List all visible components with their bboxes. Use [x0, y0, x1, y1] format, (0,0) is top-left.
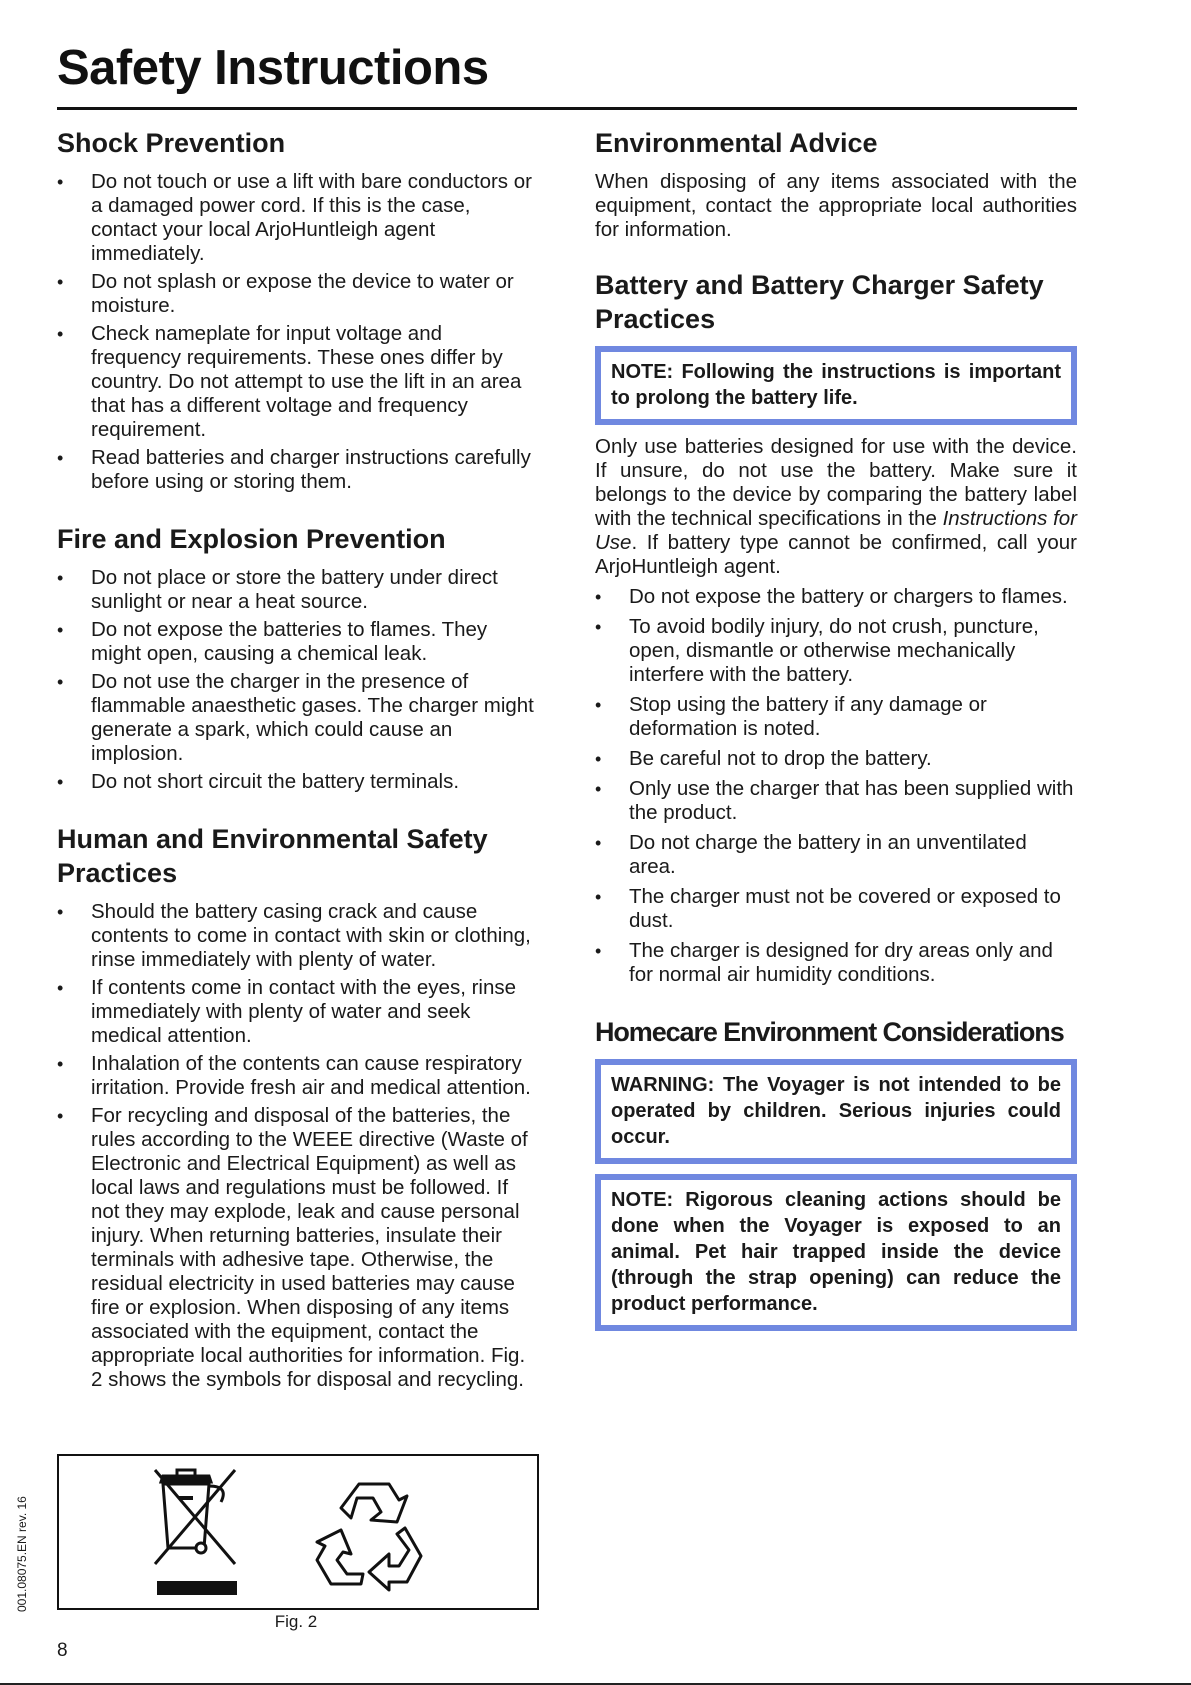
list-item: • Should the battery casing crack and cause contents to come in contact with skin or clothing, rinse immediately with plenty of water.: [57, 900, 535, 972]
environmental-advice-text: When disposing of any items associated with the equipment, contact the appropriate local authorities for information.: [595, 170, 1077, 241]
document-code: 001.08075.EN rev. 16: [15, 1496, 29, 1612]
list-item: • Read batteries and charger instructions carefully before using or storing them.: [57, 446, 535, 494]
battery-intro-part: Only use batteries designed for use with the device. If unsure, do not use the battery. Make sure it belongs to the device by comparing the battery label with the technical specifications in the: [595, 435, 1077, 530]
battery-safety-list: [595, 585, 1077, 987]
human-safety-section: [57, 822, 535, 1392]
environmental-advice-heading: Environmental Advice: [595, 128, 878, 158]
battery-note-box: NOTE: Following the instructions is important to prolong the battery life.: [595, 346, 1077, 425]
list-item: • The charger must not be covered or exposed to dust.: [595, 885, 1077, 933]
list-item: • Do not short circuit the battery terminals.: [57, 770, 535, 794]
list-item: • Do not place or store the battery under direct sunlight or near a heat source.: [57, 566, 535, 614]
human-safety-heading: Human and Environmental Safety Practices: [57, 824, 488, 888]
shock-prevention-section: [57, 126, 535, 494]
page-number: 8: [57, 1640, 68, 1661]
list-item: • Do not use the charger in the presence of flammable anaesthetic gases. The charger might generate a spark, which could cause an implosion.: [57, 670, 535, 766]
list-item: • Be careful not to drop the battery.: [595, 747, 1077, 771]
list-item: • Stop using the battery if any damage or deformation is noted.: [595, 693, 1077, 741]
list-item: • If contents come in contact with the eyes, rinse immediately with plenty of water and seek medical attention.: [57, 976, 535, 1048]
shock-prevention-list: [57, 170, 535, 494]
list-item: • The charger is designed for dry areas only and for normal air humidity conditions.: [595, 939, 1077, 987]
left-column: [57, 126, 535, 1420]
homecare-warning-box: WARNING: The Voyager is not intended to be operated by children. Serious injuries could occur.: [595, 1059, 1077, 1164]
homecare-section: [595, 1015, 1077, 1331]
figure-graphic: [59, 1456, 537, 1608]
list-item: • To avoid bodily injury, do not crush, puncture, open, dismantle or otherwise mechanically interfere with the battery.: [595, 615, 1077, 687]
crossed-out-wheelie-bin-icon: [155, 1470, 235, 1564]
disposal-symbols-figure: [57, 1454, 539, 1610]
recycling-icon: [317, 1484, 421, 1590]
environmental-advice-section: [595, 126, 1077, 242]
list-item: • Do not touch or use a lift with bare conductors or a damaged power cord. If this is the case, contact your local ArjoHuntleigh agent immediately.: [57, 170, 535, 266]
fire-prevention-list: [57, 566, 535, 794]
list-item: • Inhalation of the contents can cause respiratory irritation. Provide fresh air and medical attention.: [57, 1052, 535, 1100]
page-title: Safety Instructions: [57, 41, 489, 95]
homecare-note-box: NOTE: Rigorous cleaning actions should be done when the Voyager is exposed to an animal. Pet hair trapped inside the device (through the strap opening) can reduce the product performance.: [595, 1174, 1077, 1331]
human-safety-list: [57, 900, 535, 1392]
battery-intro-part: . If battery type cannot be confirmed, call your ArjoHuntleigh agent.: [595, 531, 1077, 578]
battery-intro-text: [595, 435, 1077, 579]
battery-safety-heading: Battery and Battery Charger Safety Practices: [595, 270, 1044, 334]
list-item: • Do not expose the batteries to flames. They might open, causing a chemical leak.: [57, 618, 535, 666]
fire-prevention-section: [57, 522, 535, 794]
list-item: • Only use the charger that has been supplied with the product.: [595, 777, 1077, 825]
list-item: • Do not expose the battery or chargers to flames.: [595, 585, 1077, 609]
list-item: • For recycling and disposal of the batteries, the rules according to the WEEE directive (Waste of Electronic and Electrical Equipment) as well as local laws and regulations must be followed. If not they may explode, leak and cause personal injury. When returning batteries, insulate their terminals with adhesive tape. Otherwise, the residual electricity in used batteries may cause fire or explosion. When disposing of any items associated with the equipment, contact the appropriate local authorities for information. Fig. 2 shows the symbols for disposal and recycling.: [57, 1104, 535, 1392]
list-item: • Do not charge the battery in an unventilated area.: [595, 831, 1077, 879]
battery-safety-section: [595, 268, 1077, 987]
list-item: • Do not splash or expose the device to water or moisture.: [57, 270, 535, 318]
shock-prevention-heading: Shock Prevention: [57, 128, 286, 158]
instructions-for-use-reference: Instructions for Use: [595, 507, 1078, 554]
right-column: [595, 126, 1077, 1359]
fire-prevention-heading: Fire and Explosion Prevention: [57, 524, 446, 554]
list-item: • Check nameplate for input voltage and frequency requirements. These ones differ by country. Do not attempt to use the lift in an area that has a different voltage and frequency requirement.: [57, 322, 535, 442]
underline-bar: [157, 1581, 237, 1595]
title-divider: [57, 107, 1077, 110]
figure-caption: Fig. 2: [274, 1612, 318, 1631]
homecare-heading: Homecare Environment Considerations: [595, 1017, 1064, 1047]
